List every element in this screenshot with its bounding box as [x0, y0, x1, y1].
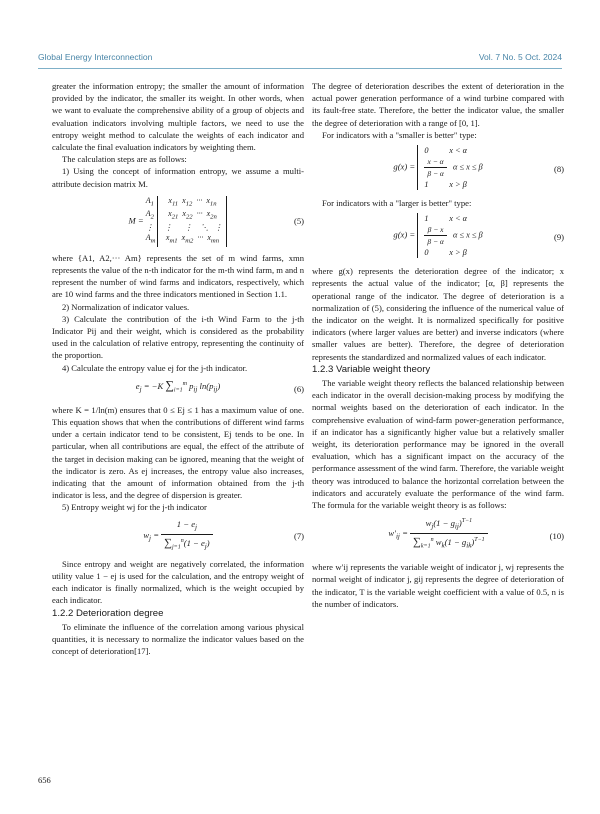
running-header	[38, 52, 562, 68]
equation-number: (6)	[293, 383, 304, 394]
equation-number: (7)	[293, 530, 304, 541]
equation-number: (8)	[553, 163, 564, 174]
paragraph: For indicators with a "smaller is better" type:	[322, 129, 477, 140]
header-rule	[38, 68, 562, 69]
equation-10: $w'_{ij}$ = $\frac{w_j(1 - g_{ij})^{T-1}}{\sum_{k=1}^n w_k(1 - g_{ik})^{T-1}}$ (10)	[312, 511, 564, 561]
paragraph: 4) Calculate the entropy value ej for the j-th indicator.	[62, 362, 248, 373]
section-heading: 1.2.3 Variable weight theory	[312, 363, 431, 375]
equation-number: (10)	[549, 531, 564, 542]
left-column	[52, 80, 304, 657]
equation-9: g(x) = 1 x < α $\frac{\beta - x}{\beta - \alpha}$ α ≤ x ≤ β 0 x > β (9)	[393, 214, 564, 258]
paragraph: greater the information entropy; the smaller the amount of information provided by the indicator, the smaller its weight. In other words, when we want to evaluate the comprehensive ability of a group of objects and evaluation indicators involving multiple factors, we need to use the entropy weight method to calculate the weights of each indicator and calculate the final evaluation indicators by weighting them.	[52, 81, 304, 153]
equation-8: g(x) = 0 x < α $\frac{x - \alpha}{\beta - \alpha}$ α ≤ x ≤ β 1 x > β (8)	[393, 146, 564, 190]
paragraph: 2) Normalization of indicator values.	[62, 301, 190, 312]
equation-number: (9)	[553, 232, 564, 243]
paragraph: 5) Entropy weight wj for the j-th indicator	[62, 502, 207, 513]
right-column	[312, 80, 564, 610]
paragraph: where g(x) represents the deterioration degree of the indicator; x represents the actual value of the indicator; [α, β] represents the operational range of the indicator. The degree of deterioration is a normalization of (5), considering the influence of the numerical value of the indicator on the weight. It is normalized specifically for positive indicators (where larger values are better) and inverse indicators (where smaller values are better). Therefore, the degree of deterioration represents the standardized and normalized values of each indicator.	[312, 266, 564, 362]
paragraph: The degree of deterioration describes the extent of deterioration in the actual power generation performance of a wind turbine compared with its fault-free state. Therefore, the better the indicator value, the smaller the degree of deterioration with a range of [0, 1].	[312, 81, 564, 128]
paragraph: where {A1, A2,··· Am} represents the set of m wind farms, xmn represents the value of the n-th indicator for the m-th wind farm, m and n represent the number of wind farms and indicators, respectively, which are 10 wind farms and the three indicators mentioned in Section 1.1.	[52, 252, 304, 300]
equation-number: (5)	[293, 215, 304, 226]
equation-5: $M = A_1$ $A_2$ ⋮ $A_mx_{11}$ $x_{12}$ ··· $x_{1n}$ $x_{21}$ $x_{22}$ ··· $x_{2n}$ ⋮ ⋮ ⋱ ⋮ $x_{m1}$ $x_{m2}$ ··· $x_{mn}$ (5)	[128, 195, 304, 245]
paragraph: For indicators with a "larger is better" type:	[322, 198, 472, 209]
paragraph: 1) Using the concept of information entropy, we assume a multi-attribute decision matrix M.	[52, 166, 304, 189]
equation-6: $e_j = -K$ $\sum_{i=1}^m$ $p_{ij}$ $\ln(p_{ij})$ (6)	[135, 377, 304, 394]
journal-name: Global Energy Interconnection	[38, 52, 153, 62]
paragraph: The variable weight theory reflects the balanced relationship between each indicator in the overall decision-making process by modifying the normal weights based on the deterioration of each indicator. In the comprehensive evaluation of wind-farm power-generation performance, if an indicator has a significantly higher value but a relatively smaller weight, its deterioration performance may be ignored in the overall evaluation, which has a significant impact on the accuracy of the performance assessment of the wind farm. Therefore, the variable weight theory was introduced to balance the horizontal correlation between the indicators and accurately evaluate the performance of the wind farm. The formula for the variable weight theory is as follows:	[312, 378, 564, 511]
paragraph: where K = 1/ln(m) ensures that 0 ≤ Ej ≤ 1 has a maximum value of one. This equation shows that when the contributions of different wind farms under a certain indicator tend to be consistent, Ej tends to be one. In particular, when all contributions are equal, the effect of the attribute of the target in decision making can be ignored, meaning that the weight of the indicator is zero. As ej increases, the entropy value also increases, indicating that the amount of information obtained from the j-th indicator is less, and the degree of dispersion is greater.	[52, 404, 304, 501]
section-heading: 1.2.2 Deterioration degree	[52, 607, 164, 619]
page-number: 656	[38, 775, 51, 785]
volume-info: Vol. 7 No. 5 Oct. 2024	[478, 52, 562, 62]
paragraph: The calculation steps are as follows:	[62, 154, 187, 165]
equation-7: $w_j$ = $\frac{1 - e_j}{\sum_{j=1}^n(1 - e_j)}$ (7)	[143, 518, 304, 551]
paragraph: To eliminate the influence of the correlation among various physical quantities, it is necessary to normalize the indicator values based on the concept of deterioration[17].	[52, 621, 304, 657]
paragraph: where w′ij represents the variable weight of indicator j, wj represents the normal weight of indicator j, gij represents the degree of deterioration of the indicator, T is the variable weight coefficient with a value of 0.5, n is the number of indicators.	[312, 562, 564, 609]
paragraph: Since entropy and weight are negatively correlated, the information utility value 1 − ej is used for the calculation, and the entropy weight of each indicator is finally normalized, which is the weight occupied by each indicator.	[52, 558, 304, 606]
paragraph: 3) Calculate the contribution of the i-th Wind Farm to the j-th Indicator Pij and their weight, which is considered as the probability used in the calculation of relative entropy, representing the continuity of the proportion.	[52, 313, 304, 361]
